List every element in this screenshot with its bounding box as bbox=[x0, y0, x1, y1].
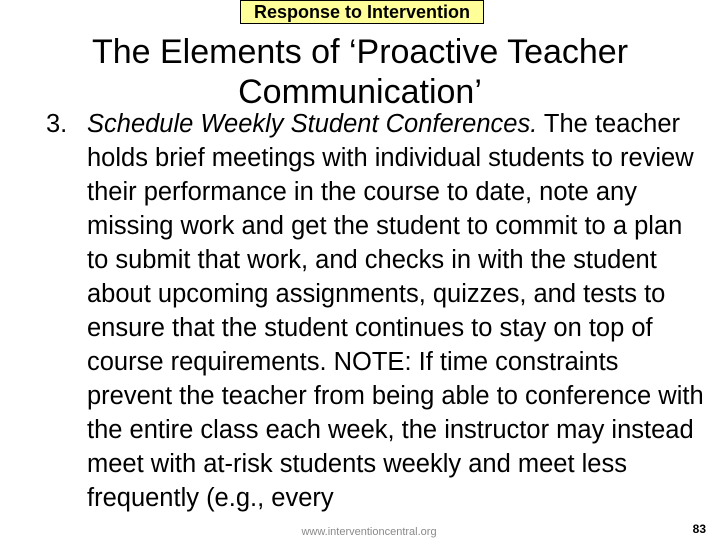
item-body bbox=[87, 107, 707, 515]
page-number: 83 bbox=[692, 522, 706, 536]
slide-title: The Elements of ‘Proactive Teacher Communication’ bbox=[91, 33, 629, 111]
rti-banner bbox=[240, 0, 484, 24]
item-lead: Schedule Weekly Student Conferences. bbox=[87, 110, 538, 138]
item-text: The teacher holds brief meetings with individual students to review their performance in the course to date, note any missing work and get the student to commit to a plan to submit that work, and checks in with the student about upcoming assignments, quizzes, and tests to ensure that the student continues to stay on top of course requirements. NOTE: If time constraints prevent the teacher from being able to conference with the entire class each week, the instructor may instead meet with at-risk students weekly and meet less frequently (e.g., every bbox=[87, 110, 704, 512]
footer-url[interactable]: www.interventioncentral.org bbox=[301, 526, 437, 538]
banner-text: Response to Intervention bbox=[253, 2, 471, 22]
item-number: 3. bbox=[46, 110, 68, 138]
